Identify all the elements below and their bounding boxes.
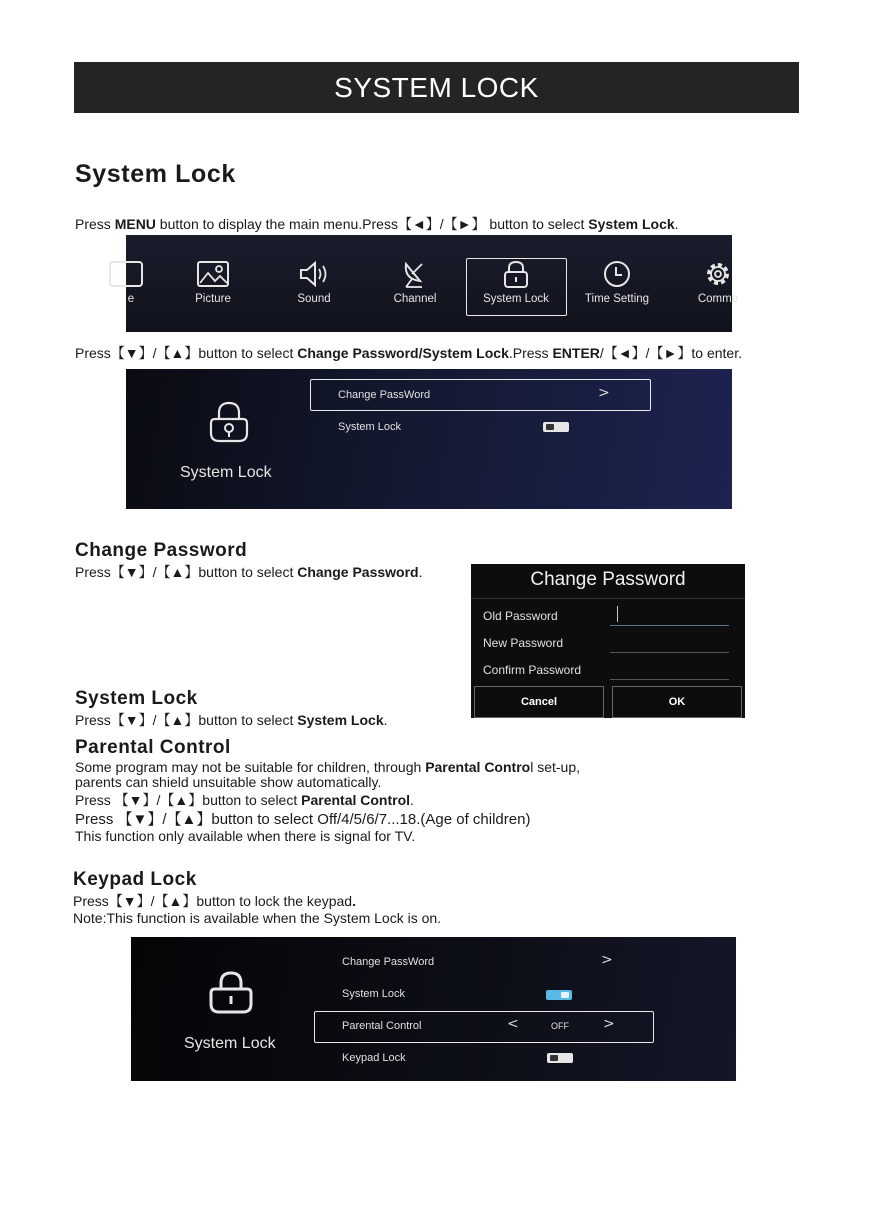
keypad-lock-toggle[interactable] (547, 1053, 573, 1063)
parental-line-3: Press 【▼】/【▲】button to select Parental Control. (75, 792, 414, 808)
system-lock-screen-1 (126, 369, 732, 509)
menu-item-channel[interactable]: Channel (365, 259, 465, 305)
row-label: Keypad Lock (342, 1052, 406, 1064)
change-password-heading: Change Password (75, 540, 248, 561)
ok-button[interactable]: OK (612, 686, 742, 718)
change-password-text: Press【▼】/【▲】button to select Change Password. (75, 564, 423, 580)
system-lock-heading: System Lock (75, 688, 198, 709)
row-label: Change PassWord (338, 389, 431, 401)
field-label: Confirm Password (483, 663, 582, 677)
menu-item-common[interactable]: Commo (668, 259, 768, 305)
lock-icon (206, 399, 252, 445)
row-label: System Lock (338, 421, 401, 433)
screen-title: System Lock (180, 464, 272, 481)
keypad-line-1: Press【▼】/【▲】button to lock the keypad. (73, 893, 356, 909)
row-label: Change PassWord (342, 956, 435, 968)
page-heading: System Lock (75, 160, 236, 188)
banner-title: SYSTEM LOCK (334, 71, 539, 103)
parental-line-5: This function only available when there is signal for TV. (75, 828, 416, 844)
sound-icon (297, 259, 331, 289)
row-label: System Lock (342, 988, 405, 1000)
section-banner (74, 62, 799, 113)
change-password-dialog (471, 564, 745, 718)
parental-line-4: Press 【▼】/【▲】button to select Off/4/5/6/7...18.(Age of children) (75, 811, 531, 828)
intro-text: Press MENU button to display the main menu.Press【◄】/【►】 button to select System Lock. (75, 216, 679, 232)
divider (471, 598, 745, 599)
cancel-button[interactable]: Cancel (474, 686, 604, 718)
new-password-input[interactable] (610, 652, 729, 653)
field-label: Old Password (483, 609, 558, 623)
field-label: New Password (483, 636, 564, 650)
menu-item-partial[interactable]: e (81, 259, 181, 305)
keypad-lock-heading: Keypad Lock (73, 869, 197, 890)
main-menu-screenshot (126, 235, 739, 332)
lock-icon (206, 970, 256, 1016)
system-lock-screen-2 (131, 937, 736, 1081)
parental-value: OFF (551, 1021, 569, 1031)
system-lock-text: Press【▼】/【▲】button to select System Lock. (75, 712, 388, 728)
screen-title: System Lock (184, 1035, 276, 1052)
menu-item-system-lock[interactable]: System Lock (466, 259, 566, 305)
lock-icon (499, 259, 533, 289)
dialog-title: Change Password (530, 569, 686, 590)
menu-item-sound[interactable]: Sound (264, 259, 364, 305)
gear-icon (701, 259, 735, 289)
clock-icon (600, 259, 634, 289)
chevron-right-icon[interactable]: > (603, 1016, 615, 1032)
menu-item-time-setting[interactable]: Time Setting (567, 259, 667, 305)
parental-control-heading: Parental Control (75, 737, 231, 758)
satellite-dish-icon (398, 259, 432, 289)
confirm-password-input[interactable] (610, 679, 729, 680)
chevron-left-icon[interactable]: < (507, 1016, 519, 1032)
row-label: Parental Control (342, 1020, 422, 1032)
old-password-input[interactable] (610, 625, 729, 626)
system-lock-toggle[interactable] (546, 990, 572, 1000)
partial-icon (116, 259, 146, 289)
keypad-line-2: Note:This function is available when the System Lock is on. (73, 910, 442, 926)
system-lock-toggle[interactable] (543, 422, 569, 432)
text-cursor (617, 606, 618, 622)
parental-line-2: parents can shield unsuitable show automatically. (75, 774, 382, 790)
menu-item-picture[interactable]: Picture (163, 259, 263, 305)
chevron-right-icon: > (598, 385, 610, 401)
step2-text: Press【▼】/【▲】button to select Change Password/System Lock.Press ENTER/【◄】/【►】to enter. (75, 345, 742, 361)
parental-line-1: Some program may not be suitable for children, through Parental Control set-up, (75, 759, 581, 775)
chevron-right-icon[interactable]: > (601, 952, 613, 968)
picture-icon (196, 259, 230, 289)
